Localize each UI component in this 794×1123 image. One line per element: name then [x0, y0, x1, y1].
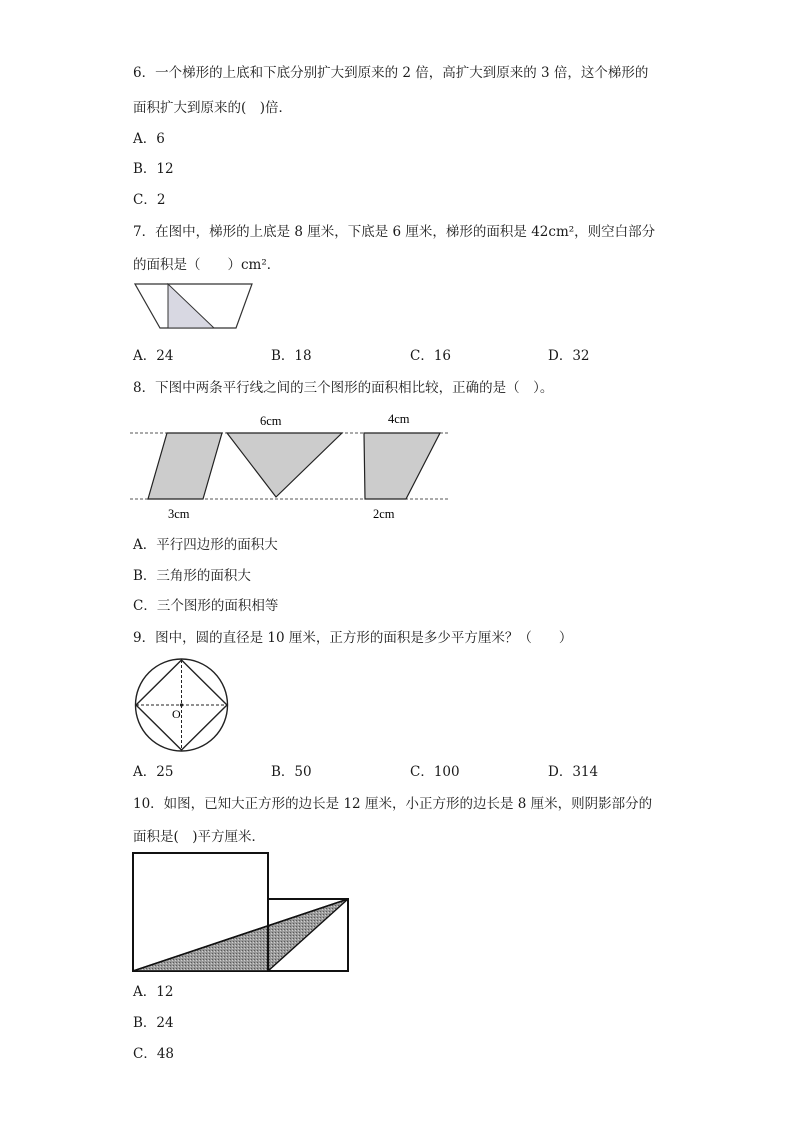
q8-parallel-figure: [130, 408, 455, 523]
q7-option-d: D．32: [548, 348, 590, 364]
label-bottom-right: 2cm: [373, 507, 395, 521]
q10-option-a: A．12: [133, 984, 174, 1000]
trapezoid: [364, 433, 440, 499]
q9-option-c: C．100: [410, 764, 460, 780]
q7-stem-line2: 的面积是（ ）cm²．: [133, 257, 281, 273]
q10-option-c: C．48: [133, 1046, 175, 1062]
q10-stem-line2: 面积是( )平方厘米．: [133, 829, 266, 845]
triangle: [227, 433, 342, 497]
q9-option-a: A．25: [133, 764, 174, 780]
parallelogram: [148, 433, 222, 499]
label-bottom-left: 3cm: [168, 507, 190, 521]
q10-squares-figure: [131, 851, 353, 975]
label-top-left: 6cm: [260, 414, 282, 428]
q6-stem-line2: 面积扩大到原来的( )倍．: [133, 100, 293, 116]
label-top-right: 4cm: [388, 412, 410, 426]
q6-option-a: A．6: [133, 131, 165, 147]
q7-option-c: C．16: [410, 348, 452, 364]
q9-circle-figure: [133, 658, 233, 756]
q9-stem: 9．图中，圆的直径是 10 厘米，正方形的面积是多少平方厘米？（ ）: [133, 630, 573, 646]
q10-stem-line1: 10．如图，已知大正方形的边长是 12 厘米，小正方形的边长是 8 厘米，则阴影部分的: [133, 796, 653, 812]
q6-stem-line1: 6．一个梯形的上底和下底分别扩大到原来的 2 倍，高扩大到原来的 3 倍，这个梯形的: [133, 65, 649, 81]
q10-option-b: B．24: [133, 1015, 174, 1031]
q7-stem-line1: 7．在图中，梯形的上底是 8 厘米，下底是 6 厘米，梯形的面积是 42cm²，则空白部分: [133, 224, 656, 240]
q8-stem: 8．下图中两条平行线之间的三个图形的面积相比较，正确的是（ ）。: [133, 380, 554, 396]
q6-option-c: C．2: [133, 192, 166, 208]
q7-trapezoid-figure: [134, 282, 254, 332]
q7-option-b: B．18: [271, 348, 312, 364]
q9-option-d: D．314: [548, 764, 599, 780]
q9-option-b: B．50: [271, 764, 312, 780]
q8-option-c: C．三个图形的面积相等: [133, 598, 279, 614]
q8-option-a: A．平行四边形的面积大: [133, 537, 278, 553]
q7-option-a: A．24: [133, 348, 174, 364]
q6-option-b: B．12: [133, 161, 174, 177]
center-label: O: [172, 707, 181, 721]
q8-option-b: B．三角形的面积大: [133, 568, 251, 584]
